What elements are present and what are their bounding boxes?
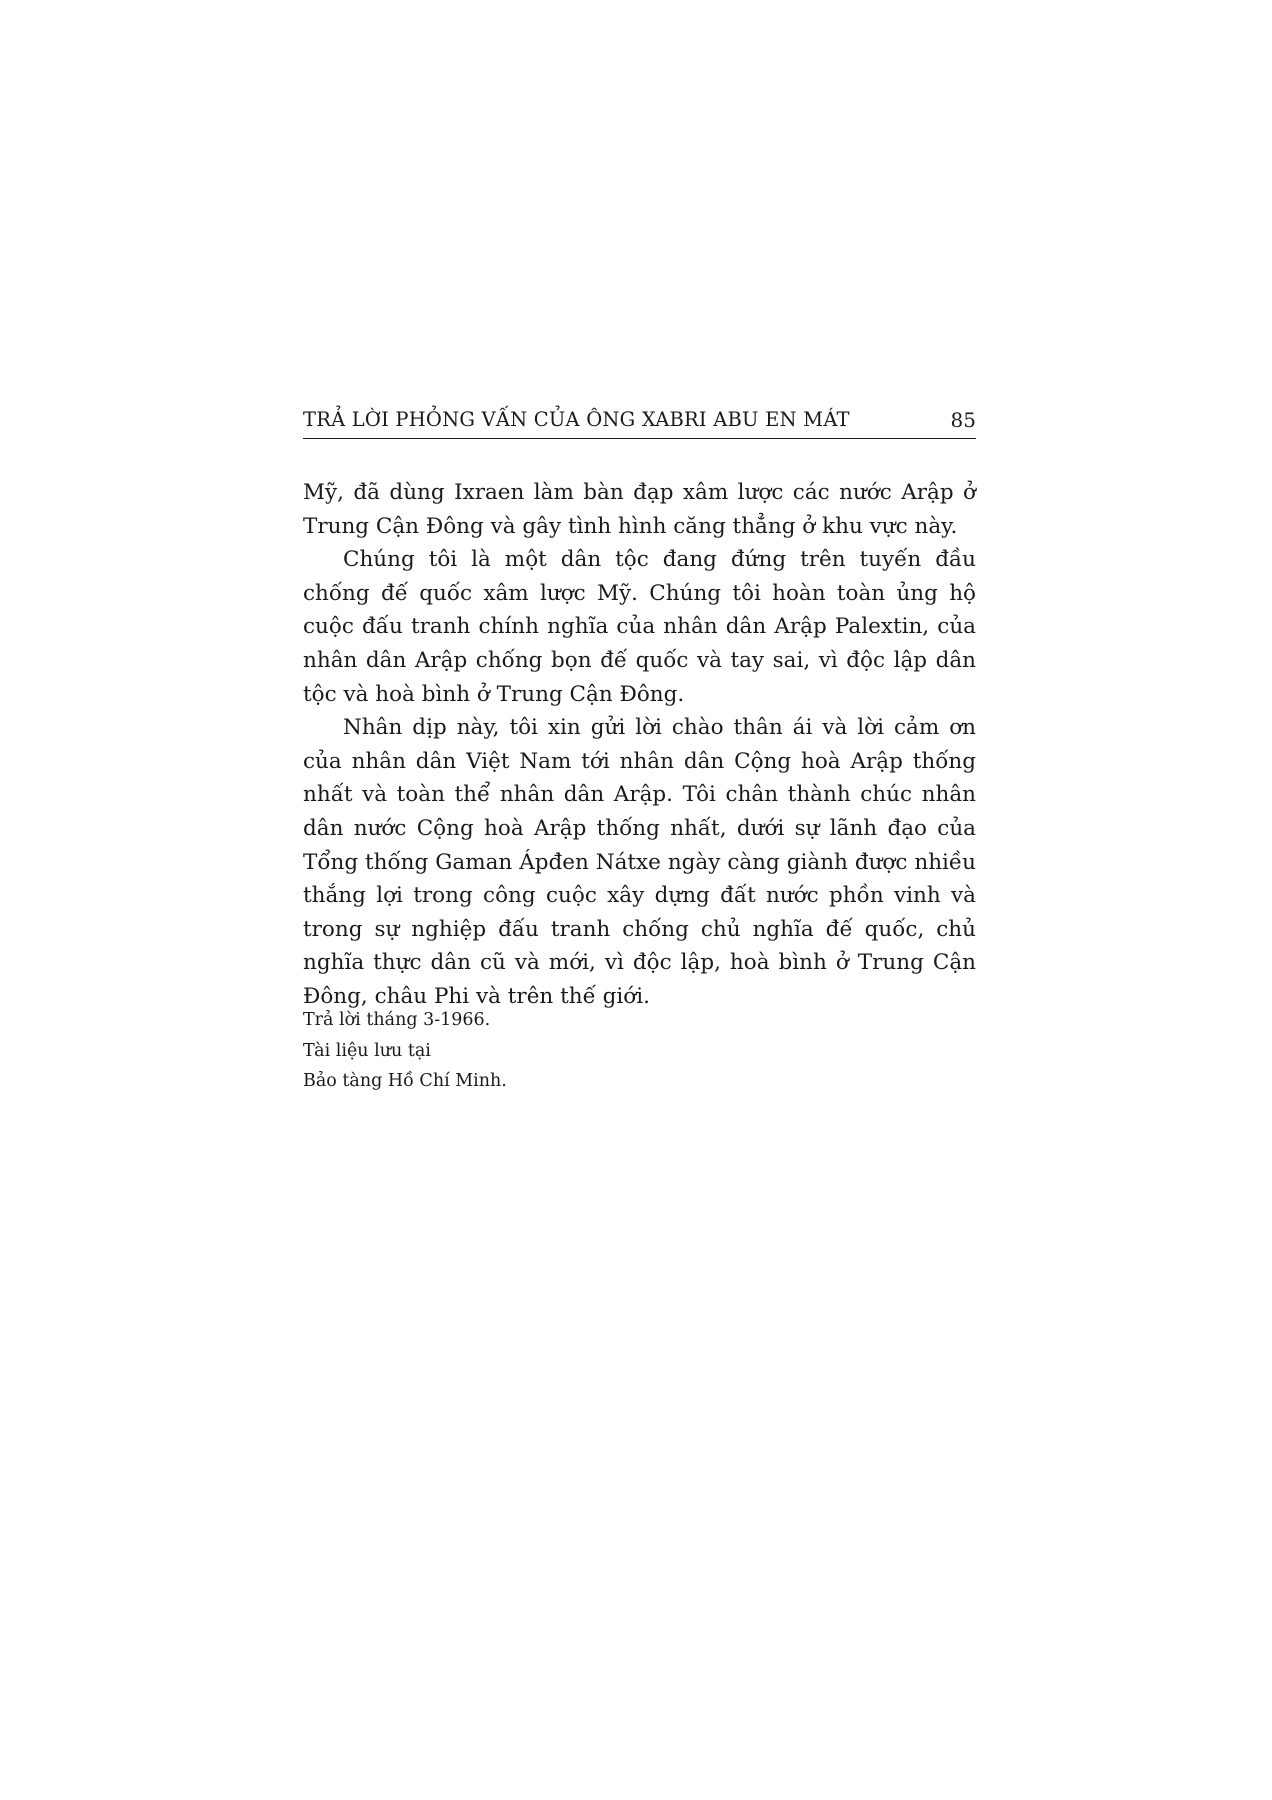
source-note-archive: Tài liệu lưu tại (303, 1040, 431, 1061)
source-note-museum: Bảo tàng Hồ Chí Minh. (303, 1071, 507, 1091)
paragraph-greeting: Nhân dịp này, tôi xin gửi lời chào thân ái và lời cảm ơn của nhân dân Việt Nam tới nhân dân Cộng hoà Arập thống nhất và toàn thể nhân dân Arập. Tôi chân thành chúc nhân dân nước Cộng hoà Arập thống nhất, dưới sự lãnh đạo của Tổng thống Gaman Ápđen Nátxe ngày càng giành được nhiều thắng lợi trong công cuộc xây dựng đất nước phồn vinh và trong sự nghiệp đấu tranh chống chủ nghĩa đế quốc, chủ nghĩa thực dân cũ và mới, vì độc lập, hoà bình ở Trung Cận Đông, châu Phi và trên thế giới. (303, 715, 976, 1009)
source-note (303, 1005, 976, 1097)
body-text (303, 476, 976, 1014)
source-note-date: Trả lời tháng 3-1966. (303, 1010, 491, 1030)
paragraph-support: Chúng tôi là một dân tộc đang đứng trên tuyến đầu chống đế quốc xâm lược Mỹ. Chúng tôi hoàn toàn ủng hộ cuộc đấu tranh chính nghĩa của nhân dân Arập Palextin, của nhân dân Arập chống bọn đế quốc và tay sai, vì độc lập dân tộc và hoà bình ở Trung Cận Đông. (303, 547, 976, 707)
paragraph-continuation: Mỹ, đã dùng Ixraen làm bàn đạp xâm lược các nước Arập ở Trung Cận Đông và gây tình hình căng thẳng ở khu vực này. (303, 480, 976, 539)
page-header (303, 404, 976, 439)
running-title: TRẢ LỜI PHỎNG VẤN CỦA ÔNG XABRI ABU EN MÁT (303, 408, 850, 431)
page-number: 85 (950, 408, 976, 432)
